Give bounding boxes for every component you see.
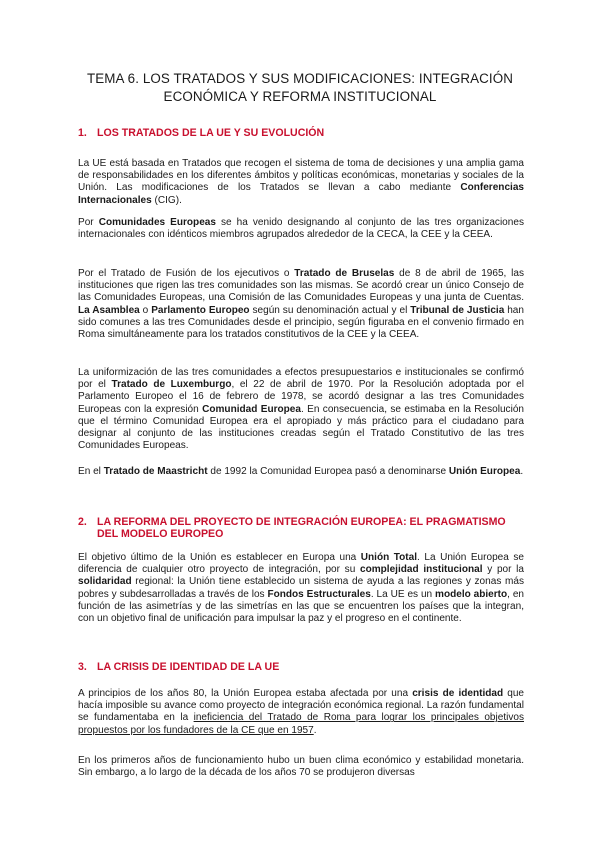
title-line-1: TEMA 6. LOS TRATADOS Y SUS MODIFICACIONES: INTEGRACIÓN [86,71,514,86]
paragraph: El objetivo último de la Unión es establecer en Europa una Unión Total. La Unión Europea se diferencia de cualquier otro proyecto de integración, por su complejidad institucional y por la solidaridad regional: la Unión tiene establecido un sistema de ayuda a las regiones y zonas más pobres y subdesarrolladas a través de los Fondos Estructurales. La UE es un modelo abierto, en función de las asimetrías y de las simetrías en las que se encuentren los países que la integran, con un objetivo final de unificación para impulsar la paz y el progreso en el continente. [78,552,525,625]
paragraph: La UE está basada en Tratados que recogen el sistema de toma de decisiones y una amplia gama de responsabilidades en los diferentes ámbitos y políticas económicas, monetarias y sociales de la Unión. Las modificaciones de los Tratados se llevan a cabo mediante Conferencias Internacionales (CIG). [78,158,524,206]
paragraph: En los primeros años de funcionamiento hubo un buen clima económico y estabilidad monetaria. Sin embargo, a lo largo de la década de los años 70 se produjeron diversas [78,755,524,779]
paragraph: La uniformización de las tres comunidades a efectos presupuestarios e institucionales se confirmó por el Tratado de Luxemburgo, el 22 de abril de 1970. Por la Resolución adoptada por el Parlamento Europeo el 16 de febrero de 1978, se acordó designar a las tres Comunidades Europeas con la expresión Comunidad Europea. En consecuencia, se estimaba en la Resolución que el término Comunidad Europea era el apropiado y más práctico para el ciudadano para designar al conjunto de las instituciones creadas según el Tratado Constitutivo de las tres Comunidades Europeas. [78,367,524,452]
paragraph: Por Comunidades Europeas se ha venido designando al conjunto de las tres organizaciones internacionales con idénticos miembros agrupados alrededor de la CECA, la CEE y la CEEA. [78,217,524,241]
section-number: 3. [78,661,87,673]
section-1-heading [78,127,528,139]
section-title: LA REFORMA DEL PROYECTO DE INTEGRACIÓN EUROPEA: EL PRAGMATISMO [97,516,506,528]
section-title-continued: DEL MODELO EUROPEO [97,528,224,540]
section-number: 2. [78,516,87,528]
document-title [60,70,540,106]
title-line-2: ECONÓMICA Y REFORMA INSTITUCIONAL [163,89,437,104]
section-2-heading [78,516,528,540]
section-3-heading [78,661,528,673]
section-title: LA CRISIS DE IDENTIDAD DE LA UE [97,661,280,673]
paragraph: A principios de los años 80, la Unión Europea estaba afectada por una crisis de identidad que hacía imposible su avance como proyecto de integración económica regional. La razón fundamental se fundamentaba en la ineficiencia del Tratado de Roma para lograr los principales objetivos propuestos por los fundadores de la CE que en 1957. [78,688,524,736]
section-title: LOS TRATADOS DE LA UE Y SU EVOLUCIÓN [97,127,325,139]
paragraph: En el Tratado de Maastricht de 1992 la Comunidad Europea pasó a denominarse Unión Europea. [78,466,524,477]
section-number: 1. [78,127,87,139]
paragraph: Por el Tratado de Fusión de los ejecutivos o Tratado de Bruselas de 8 de abril de 1965, las instituciones que rigen las tres comunidades son las mismas. Se acordó crear un único Consejo de las Comunidades Europeas, una Comisión de las Comunidades Europeas y una junta de Cuentas. La Asamblea o Parlamento Europeo según su denominación actual y el Tribunal de Justicia han sido comunes a las tres Comunidades desde el principio, según figuraba en el convenio firmado en Roma simultáneamente para los tratados constitutivos de la CEE y la CEEA. [78,268,524,341]
